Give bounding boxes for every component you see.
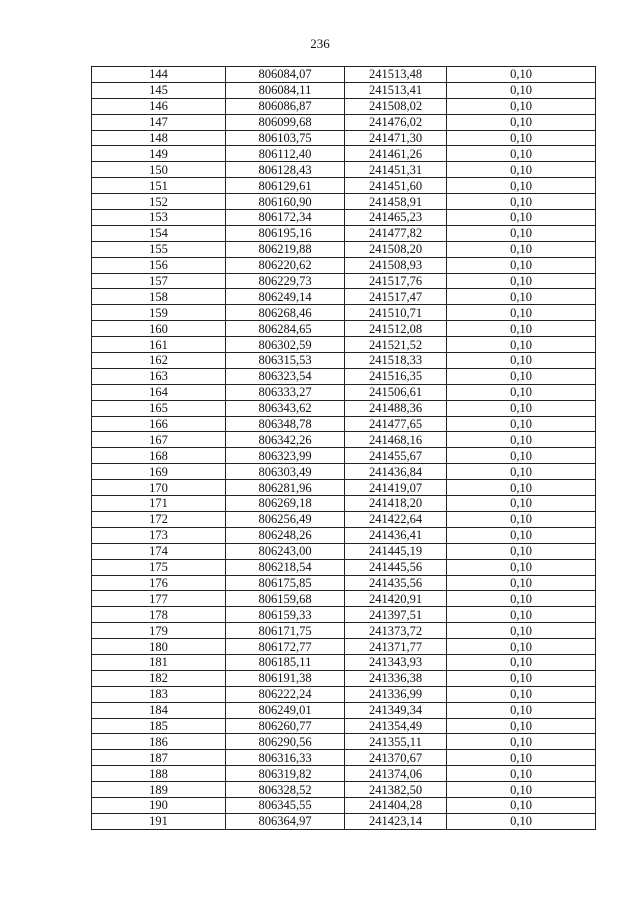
accuracy-cell: 0,10 [447, 591, 596, 607]
y-coordinate-cell: 241420,91 [345, 591, 447, 607]
accuracy-cell: 0,10 [447, 67, 596, 83]
point-number-cell: 152 [92, 194, 226, 210]
table-row [92, 289, 596, 305]
x-coordinate-cell: 806249,01 [226, 702, 345, 718]
accuracy-cell: 0,10 [447, 607, 596, 623]
point-number-cell: 172 [92, 511, 226, 527]
table-row [92, 130, 596, 146]
y-coordinate-cell: 241343,93 [345, 654, 447, 670]
accuracy-cell: 0,10 [447, 384, 596, 400]
y-coordinate-cell: 241404,28 [345, 797, 447, 813]
accuracy-cell: 0,10 [447, 702, 596, 718]
table-row [92, 337, 596, 353]
accuracy-cell: 0,10 [447, 464, 596, 480]
x-coordinate-cell: 806219,88 [226, 241, 345, 257]
accuracy-cell: 0,10 [447, 416, 596, 432]
accuracy-cell: 0,10 [447, 368, 596, 384]
x-coordinate-cell: 806316,33 [226, 750, 345, 766]
y-coordinate-cell: 241445,56 [345, 559, 447, 575]
x-coordinate-cell: 806303,49 [226, 464, 345, 480]
table-row [92, 368, 596, 384]
table-row [92, 464, 596, 480]
accuracy-cell: 0,10 [447, 686, 596, 702]
accuracy-cell: 0,10 [447, 797, 596, 813]
point-number-cell: 145 [92, 82, 226, 98]
accuracy-cell: 0,10 [447, 559, 596, 575]
accuracy-cell: 0,10 [447, 225, 596, 241]
y-coordinate-cell: 241397,51 [345, 607, 447, 623]
x-coordinate-cell: 806323,54 [226, 368, 345, 384]
accuracy-cell: 0,10 [447, 527, 596, 543]
point-number-cell: 186 [92, 734, 226, 750]
y-coordinate-cell: 241419,07 [345, 480, 447, 496]
y-coordinate-cell: 241465,23 [345, 210, 447, 226]
table-row [92, 480, 596, 496]
table-row [92, 384, 596, 400]
x-coordinate-cell: 806364,97 [226, 813, 345, 829]
accuracy-cell: 0,10 [447, 337, 596, 353]
x-coordinate-cell: 806268,46 [226, 305, 345, 321]
x-coordinate-cell: 806222,24 [226, 686, 345, 702]
table-row [92, 575, 596, 591]
table-row [92, 257, 596, 273]
y-coordinate-cell: 241477,82 [345, 225, 447, 241]
point-number-cell: 167 [92, 432, 226, 448]
y-coordinate-cell: 241508,20 [345, 241, 447, 257]
y-coordinate-cell: 241336,38 [345, 670, 447, 686]
point-number-cell: 146 [92, 98, 226, 114]
accuracy-cell: 0,10 [447, 734, 596, 750]
table-row [92, 432, 596, 448]
point-number-cell: 184 [92, 702, 226, 718]
point-number-cell: 157 [92, 273, 226, 289]
table-row [92, 273, 596, 289]
y-coordinate-cell: 241508,02 [345, 98, 447, 114]
point-number-cell: 156 [92, 257, 226, 273]
x-coordinate-cell: 806333,27 [226, 384, 345, 400]
accuracy-cell: 0,10 [447, 194, 596, 210]
point-number-cell: 176 [92, 575, 226, 591]
y-coordinate-cell: 241422,64 [345, 511, 447, 527]
table-row [92, 416, 596, 432]
table-row [92, 448, 596, 464]
y-coordinate-cell: 241423,14 [345, 813, 447, 829]
x-coordinate-cell: 806281,96 [226, 480, 345, 496]
table-row [92, 607, 596, 623]
accuracy-cell: 0,10 [447, 289, 596, 305]
accuracy-cell: 0,10 [447, 480, 596, 496]
y-coordinate-cell: 241517,47 [345, 289, 447, 305]
table-row [92, 162, 596, 178]
point-number-cell: 174 [92, 543, 226, 559]
x-coordinate-cell: 806195,16 [226, 225, 345, 241]
y-coordinate-cell: 241354,49 [345, 718, 447, 734]
point-number-cell: 158 [92, 289, 226, 305]
y-coordinate-cell: 241336,99 [345, 686, 447, 702]
point-number-cell: 161 [92, 337, 226, 353]
accuracy-cell: 0,10 [447, 305, 596, 321]
point-number-cell: 144 [92, 67, 226, 83]
point-number-cell: 162 [92, 353, 226, 369]
table-row [92, 766, 596, 782]
accuracy-cell: 0,10 [447, 766, 596, 782]
table-row [92, 146, 596, 162]
y-coordinate-cell: 241455,67 [345, 448, 447, 464]
table-row [92, 702, 596, 718]
table-row [92, 718, 596, 734]
accuracy-cell: 0,10 [447, 321, 596, 337]
table-row [92, 496, 596, 512]
x-coordinate-cell: 806290,56 [226, 734, 345, 750]
x-coordinate-cell: 806084,11 [226, 82, 345, 98]
y-coordinate-cell: 241508,93 [345, 257, 447, 273]
y-coordinate-cell: 241510,71 [345, 305, 447, 321]
y-coordinate-cell: 241451,60 [345, 178, 447, 194]
table-row [92, 225, 596, 241]
y-coordinate-cell: 241418,20 [345, 496, 447, 512]
point-number-cell: 153 [92, 210, 226, 226]
point-number-cell: 189 [92, 782, 226, 798]
y-coordinate-cell: 241513,48 [345, 67, 447, 83]
accuracy-cell: 0,10 [447, 178, 596, 194]
accuracy-cell: 0,10 [447, 400, 596, 416]
table-row [92, 639, 596, 655]
x-coordinate-cell: 806348,78 [226, 416, 345, 432]
y-coordinate-cell: 241435,56 [345, 575, 447, 591]
point-number-cell: 160 [92, 321, 226, 337]
point-number-cell: 171 [92, 496, 226, 512]
point-number-cell: 183 [92, 686, 226, 702]
point-number-cell: 169 [92, 464, 226, 480]
y-coordinate-cell: 241488,36 [345, 400, 447, 416]
x-coordinate-cell: 806159,33 [226, 607, 345, 623]
point-number-cell: 173 [92, 527, 226, 543]
y-coordinate-cell: 241436,41 [345, 527, 447, 543]
x-coordinate-cell: 806103,75 [226, 130, 345, 146]
point-number-cell: 185 [92, 718, 226, 734]
y-coordinate-cell: 241373,72 [345, 623, 447, 639]
accuracy-cell: 0,10 [447, 496, 596, 512]
point-number-cell: 187 [92, 750, 226, 766]
y-coordinate-cell: 241451,31 [345, 162, 447, 178]
table-row [92, 797, 596, 813]
x-coordinate-cell: 806248,26 [226, 527, 345, 543]
point-number-cell: 188 [92, 766, 226, 782]
point-number-cell: 166 [92, 416, 226, 432]
y-coordinate-cell: 241476,02 [345, 114, 447, 130]
accuracy-cell: 0,10 [447, 210, 596, 226]
x-coordinate-cell: 806218,54 [226, 559, 345, 575]
accuracy-cell: 0,10 [447, 130, 596, 146]
coordinates-table-body [92, 67, 596, 830]
table-row [92, 813, 596, 829]
point-number-cell: 154 [92, 225, 226, 241]
x-coordinate-cell: 806160,90 [226, 194, 345, 210]
point-number-cell: 178 [92, 607, 226, 623]
point-number-cell: 168 [92, 448, 226, 464]
accuracy-cell: 0,10 [447, 543, 596, 559]
accuracy-cell: 0,10 [447, 575, 596, 591]
y-coordinate-cell: 241512,08 [345, 321, 447, 337]
table-row [92, 353, 596, 369]
y-coordinate-cell: 241516,35 [345, 368, 447, 384]
table-row [92, 82, 596, 98]
point-number-cell: 177 [92, 591, 226, 607]
accuracy-cell: 0,10 [447, 718, 596, 734]
x-coordinate-cell: 806345,55 [226, 797, 345, 813]
point-number-cell: 147 [92, 114, 226, 130]
y-coordinate-cell: 241521,52 [345, 337, 447, 353]
point-number-cell: 179 [92, 623, 226, 639]
y-coordinate-cell: 241477,65 [345, 416, 447, 432]
x-coordinate-cell: 806229,73 [226, 273, 345, 289]
table-row [92, 654, 596, 670]
point-number-cell: 191 [92, 813, 226, 829]
x-coordinate-cell: 806319,82 [226, 766, 345, 782]
y-coordinate-cell: 241355,11 [345, 734, 447, 750]
point-number-cell: 150 [92, 162, 226, 178]
y-coordinate-cell: 241445,19 [345, 543, 447, 559]
x-coordinate-cell: 806269,18 [226, 496, 345, 512]
point-number-cell: 190 [92, 797, 226, 813]
accuracy-cell: 0,10 [447, 162, 596, 178]
point-number-cell: 148 [92, 130, 226, 146]
x-coordinate-cell: 806175,85 [226, 575, 345, 591]
x-coordinate-cell: 806191,38 [226, 670, 345, 686]
y-coordinate-cell: 241370,67 [345, 750, 447, 766]
table-row [92, 114, 596, 130]
accuracy-cell: 0,10 [447, 670, 596, 686]
table-row [92, 527, 596, 543]
accuracy-cell: 0,10 [447, 257, 596, 273]
y-coordinate-cell: 241518,33 [345, 353, 447, 369]
point-number-cell: 164 [92, 384, 226, 400]
x-coordinate-cell: 806243,00 [226, 543, 345, 559]
table-row [92, 734, 596, 750]
x-coordinate-cell: 806185,11 [226, 654, 345, 670]
accuracy-cell: 0,10 [447, 782, 596, 798]
point-number-cell: 149 [92, 146, 226, 162]
x-coordinate-cell: 806099,68 [226, 114, 345, 130]
point-number-cell: 159 [92, 305, 226, 321]
accuracy-cell: 0,10 [447, 813, 596, 829]
x-coordinate-cell: 806084,07 [226, 67, 345, 83]
table-row [92, 686, 596, 702]
table-row [92, 178, 596, 194]
accuracy-cell: 0,10 [447, 82, 596, 98]
x-coordinate-cell: 806128,43 [226, 162, 345, 178]
y-coordinate-cell: 241513,41 [345, 82, 447, 98]
x-coordinate-cell: 806112,40 [226, 146, 345, 162]
y-coordinate-cell: 241506,61 [345, 384, 447, 400]
y-coordinate-cell: 241382,50 [345, 782, 447, 798]
x-coordinate-cell: 806171,75 [226, 623, 345, 639]
accuracy-cell: 0,10 [447, 448, 596, 464]
x-coordinate-cell: 806343,62 [226, 400, 345, 416]
table-row [92, 98, 596, 114]
table-row [92, 543, 596, 559]
point-number-cell: 155 [92, 241, 226, 257]
point-number-cell: 170 [92, 480, 226, 496]
y-coordinate-cell: 241349,34 [345, 702, 447, 718]
x-coordinate-cell: 806220,62 [226, 257, 345, 273]
point-number-cell: 181 [92, 654, 226, 670]
accuracy-cell: 0,10 [447, 146, 596, 162]
table-row [92, 750, 596, 766]
table-row [92, 305, 596, 321]
x-coordinate-cell: 806315,53 [226, 353, 345, 369]
x-coordinate-cell: 806129,61 [226, 178, 345, 194]
x-coordinate-cell: 806086,87 [226, 98, 345, 114]
accuracy-cell: 0,10 [447, 623, 596, 639]
accuracy-cell: 0,10 [447, 273, 596, 289]
point-number-cell: 151 [92, 178, 226, 194]
x-coordinate-cell: 806260,77 [226, 718, 345, 734]
point-number-cell: 175 [92, 559, 226, 575]
table-row [92, 241, 596, 257]
table-row [92, 591, 596, 607]
x-coordinate-cell: 806172,34 [226, 210, 345, 226]
accuracy-cell: 0,10 [447, 511, 596, 527]
x-coordinate-cell: 806342,26 [226, 432, 345, 448]
accuracy-cell: 0,10 [447, 241, 596, 257]
y-coordinate-cell: 241371,77 [345, 639, 447, 655]
y-coordinate-cell: 241468,16 [345, 432, 447, 448]
accuracy-cell: 0,10 [447, 654, 596, 670]
accuracy-cell: 0,10 [447, 432, 596, 448]
y-coordinate-cell: 241436,84 [345, 464, 447, 480]
table-row [92, 559, 596, 575]
accuracy-cell: 0,10 [447, 639, 596, 655]
table-row [92, 623, 596, 639]
x-coordinate-cell: 806284,65 [226, 321, 345, 337]
point-number-cell: 182 [92, 670, 226, 686]
y-coordinate-cell: 241374,06 [345, 766, 447, 782]
x-coordinate-cell: 806172,77 [226, 639, 345, 655]
table-row [92, 511, 596, 527]
table-row [92, 400, 596, 416]
table-row [92, 194, 596, 210]
point-number-cell: 163 [92, 368, 226, 384]
table-row [92, 67, 596, 83]
page-number: 236 [310, 36, 330, 51]
y-coordinate-cell: 241461,26 [345, 146, 447, 162]
table-row [92, 210, 596, 226]
table-row [92, 670, 596, 686]
accuracy-cell: 0,10 [447, 114, 596, 130]
x-coordinate-cell: 806159,68 [226, 591, 345, 607]
coordinates-table [91, 66, 596, 830]
point-number-cell: 165 [92, 400, 226, 416]
y-coordinate-cell: 241471,30 [345, 130, 447, 146]
accuracy-cell: 0,10 [447, 98, 596, 114]
x-coordinate-cell: 806256,49 [226, 511, 345, 527]
table-row [92, 321, 596, 337]
table-row [92, 782, 596, 798]
x-coordinate-cell: 806249,14 [226, 289, 345, 305]
y-coordinate-cell: 241517,76 [345, 273, 447, 289]
x-coordinate-cell: 806323,99 [226, 448, 345, 464]
y-coordinate-cell: 241458,91 [345, 194, 447, 210]
x-coordinate-cell: 806302,59 [226, 337, 345, 353]
point-number-cell: 180 [92, 639, 226, 655]
x-coordinate-cell: 806328,52 [226, 782, 345, 798]
accuracy-cell: 0,10 [447, 750, 596, 766]
accuracy-cell: 0,10 [447, 353, 596, 369]
